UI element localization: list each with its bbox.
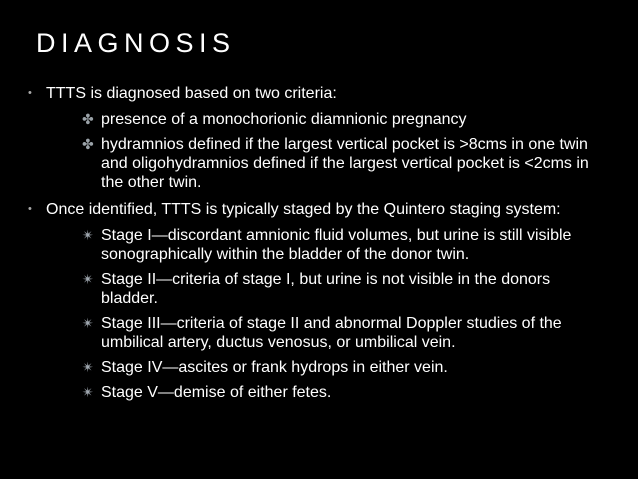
cross-bullet-icon: ✤ bbox=[82, 136, 94, 152]
bullet-dot-icon: • bbox=[28, 87, 32, 99]
sub-bullet-item bbox=[25, 358, 615, 377]
sub-bullet-text: presence of a monochorionic diamnionic pregnancy bbox=[101, 111, 467, 128]
sub-bullet-item bbox=[25, 383, 615, 402]
sub-bullet-text: Stage III—criteria of stage II and abnormal Doppler studies of the umbilical artery, ductus venosus, or umbilical vein. bbox=[101, 315, 562, 351]
sub-bullet-text: Stage II—criteria of stage I, but urine is not visible in the donors bladder. bbox=[101, 271, 551, 307]
sub-bullet-item bbox=[25, 135, 615, 192]
bullet-item bbox=[25, 200, 615, 219]
bullet-text: Once identified, TTTS is typically staged by the Quintero staging system: bbox=[46, 201, 561, 218]
bullet-dot-icon: • bbox=[28, 203, 32, 215]
star-bullet-icon: ✴ bbox=[82, 227, 94, 243]
sub-bullet-item bbox=[25, 226, 615, 264]
star-bullet-icon: ✴ bbox=[82, 359, 94, 375]
sub-bullet-text: Stage I—discordant amnionic fluid volumes, but urine is still visible sonographically within the bladder of the donor twin. bbox=[101, 227, 572, 263]
bullet-text: TTTS is diagnosed based on two criteria: bbox=[46, 85, 337, 102]
sub-bullet-text: Stage IV—ascites or frank hydrops in either vein. bbox=[101, 359, 448, 376]
slide-content bbox=[25, 84, 615, 408]
bullet-item bbox=[25, 84, 615, 103]
star-bullet-icon: ✴ bbox=[82, 384, 94, 400]
slide-title: DIAGNOSIS bbox=[36, 28, 236, 58]
star-bullet-icon: ✴ bbox=[82, 315, 94, 331]
cross-bullet-icon: ✤ bbox=[82, 111, 94, 127]
star-bullet-icon: ✴ bbox=[82, 271, 94, 287]
sub-bullet-item bbox=[25, 314, 615, 352]
sub-bullet-item bbox=[25, 270, 615, 308]
sub-bullet-text: Stage V—demise of either fetes. bbox=[101, 384, 332, 401]
sub-bullet-text: hydramnios defined if the largest vertical pocket is >8cms in one twin and oligohydramnios defined if the largest vertical pocket is <2cms in the other twin. bbox=[101, 136, 589, 191]
sub-bullet-item bbox=[25, 110, 615, 129]
